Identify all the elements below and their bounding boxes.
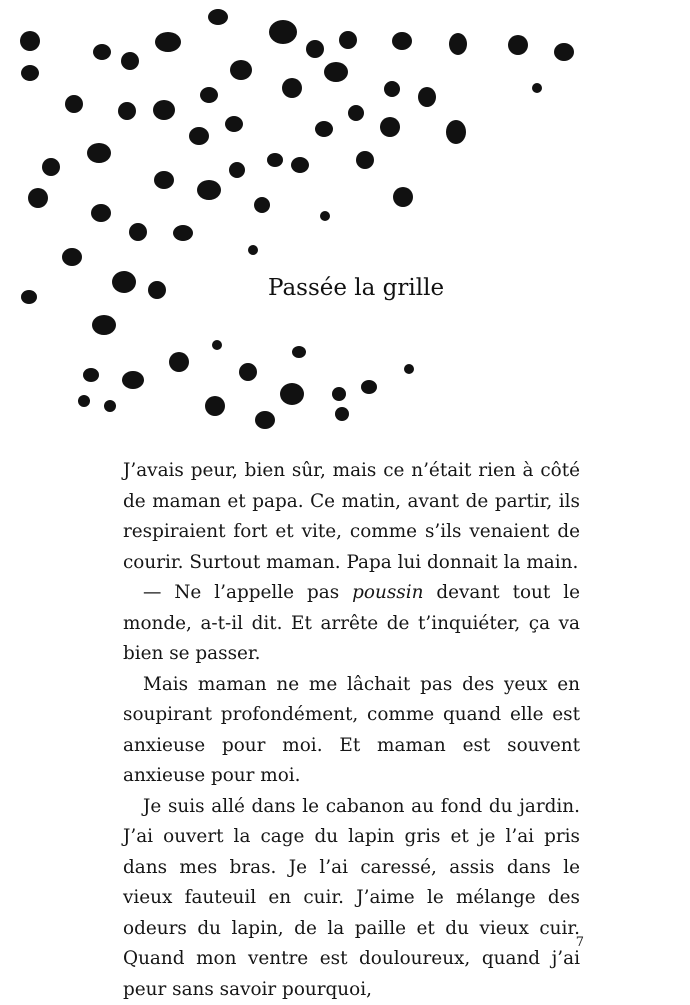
- dot-pattern-illustration: [0, 0, 690, 440]
- dialogue-text: devant tout le monde, a-t-il dit. Et arrête de t’inquiéter, ça va bien se passer.: [123, 582, 580, 664]
- paragraph-dialogue: [123, 578, 580, 670]
- emphasized-word: poussin: [352, 582, 423, 603]
- paragraph: Je suis allé dans le cabanon au fond du jardin. J’ai ouvert la cage du lapin gris et je l’ai pris dans mes bras. Je l’ai caressé, assis dans le vieux fauteuil en cuir. J’aime le mélange des odeurs du lapin, de la paille et du vieux cuir. Quand mon ventre est douloureux, quand j’ai peur sans savoir pourquoi,: [123, 792, 580, 1005]
- page-number: 7: [570, 935, 584, 950]
- dialogue-text: — Ne l’appelle pas: [143, 582, 352, 603]
- paragraph: J’avais peur, bien sûr, mais ce n’était rien à côté de maman et papa. Ce matin, avant de partir, ils respiraient fort et vite, comme s’ils venaient de courir. Surtout maman. Papa lui donnait la main.: [123, 456, 580, 578]
- paragraph: Mais maman ne me lâchait pas des yeux en soupirant profondément, comme quand elle est anxieuse pour moi. Et maman est souvent anxieuse pour moi.: [123, 670, 580, 792]
- chapter-title: Passée la grille: [268, 275, 444, 301]
- body-text: [123, 456, 580, 1005]
